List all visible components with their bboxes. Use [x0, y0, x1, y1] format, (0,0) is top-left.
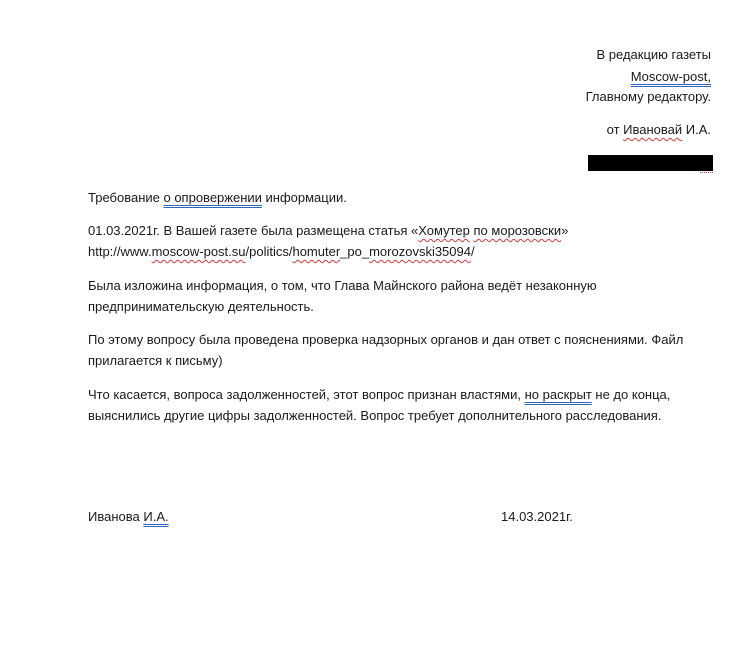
sender-surname: Ивановай [623, 122, 683, 137]
article-title-word-2: по морозовски [473, 223, 562, 238]
addressee-recipient: Главному редактору. [585, 89, 711, 104]
newspaper-name: Moscow-post, [630, 69, 711, 84]
url-part: / [470, 244, 475, 259]
url-domain: moscow-post.su [151, 244, 246, 259]
paragraph-4-line-1 [88, 387, 670, 403]
url-part: http://www. [88, 244, 152, 259]
paragraph-2-line-2 [88, 299, 314, 315]
addressee-line-2 [631, 69, 711, 85]
subject-text-end: информации. [261, 190, 347, 205]
signature-line [88, 509, 169, 525]
subject-underlined: о опровержении [163, 190, 262, 205]
addressee-text: В редакцию газеты [596, 47, 711, 62]
subject-text-start: Требование [88, 190, 164, 205]
signature-initials: И.А. [143, 509, 169, 524]
url-part: /politics/ [245, 244, 293, 259]
paragraph-2-text: Была изложина информация, о том, что Глава Майнского района ведёт незаконную [88, 278, 597, 293]
paragraph-3-text: По этому вопросу была проведена проверка надзорных органов и дан ответ с пояснениями. Файл [88, 332, 684, 347]
article-title-word-1: Хомутер [418, 223, 470, 238]
paragraph-3-line-2 [88, 353, 223, 369]
paragraph-1-line-1 [88, 223, 568, 239]
url-slug-1: homuter [292, 244, 341, 259]
paragraph-4-underlined: но раскрыт [524, 387, 592, 402]
signature-date [501, 509, 573, 525]
signature-name: Иванова [88, 509, 144, 524]
paragraph-3-text: прилагается к письму) [88, 353, 223, 368]
addressee-line-3 [586, 89, 711, 105]
paragraph-1-url [88, 244, 475, 260]
paragraph-4-text: выяснились другие цифры задолженностей. Вопрос требует дополнительного расследования. [88, 408, 662, 423]
paragraph-3-line-1 [88, 332, 683, 348]
article-title-close: » [561, 223, 569, 238]
redaction-spellcheck-mark [700, 169, 713, 173]
redaction-block [588, 155, 713, 171]
addressee-line-1 [597, 47, 711, 63]
paragraph-2-text: предпринимательскую деятельность. [88, 299, 314, 314]
sender-initials: И.А. [682, 122, 711, 137]
url-slug-2: morozovski35094 [369, 244, 471, 259]
paragraph-2-line-1 [88, 278, 597, 294]
sender-prefix: от [606, 122, 624, 137]
url-part: _po_ [340, 244, 370, 259]
paragraph-1-text: 01.03.2021г. В Вашей газете была размещена статья « [88, 223, 419, 238]
date-text: 14.03.2021г. [501, 509, 573, 524]
paragraph-4-line-2 [88, 408, 661, 424]
subject-line [88, 190, 347, 206]
paragraph-4-text: Что касается, вопроса задолженностей, этот вопрос признан властями, [88, 387, 525, 402]
sender-line [607, 122, 711, 138]
paragraph-4-text-end: не до конца, [591, 387, 671, 402]
